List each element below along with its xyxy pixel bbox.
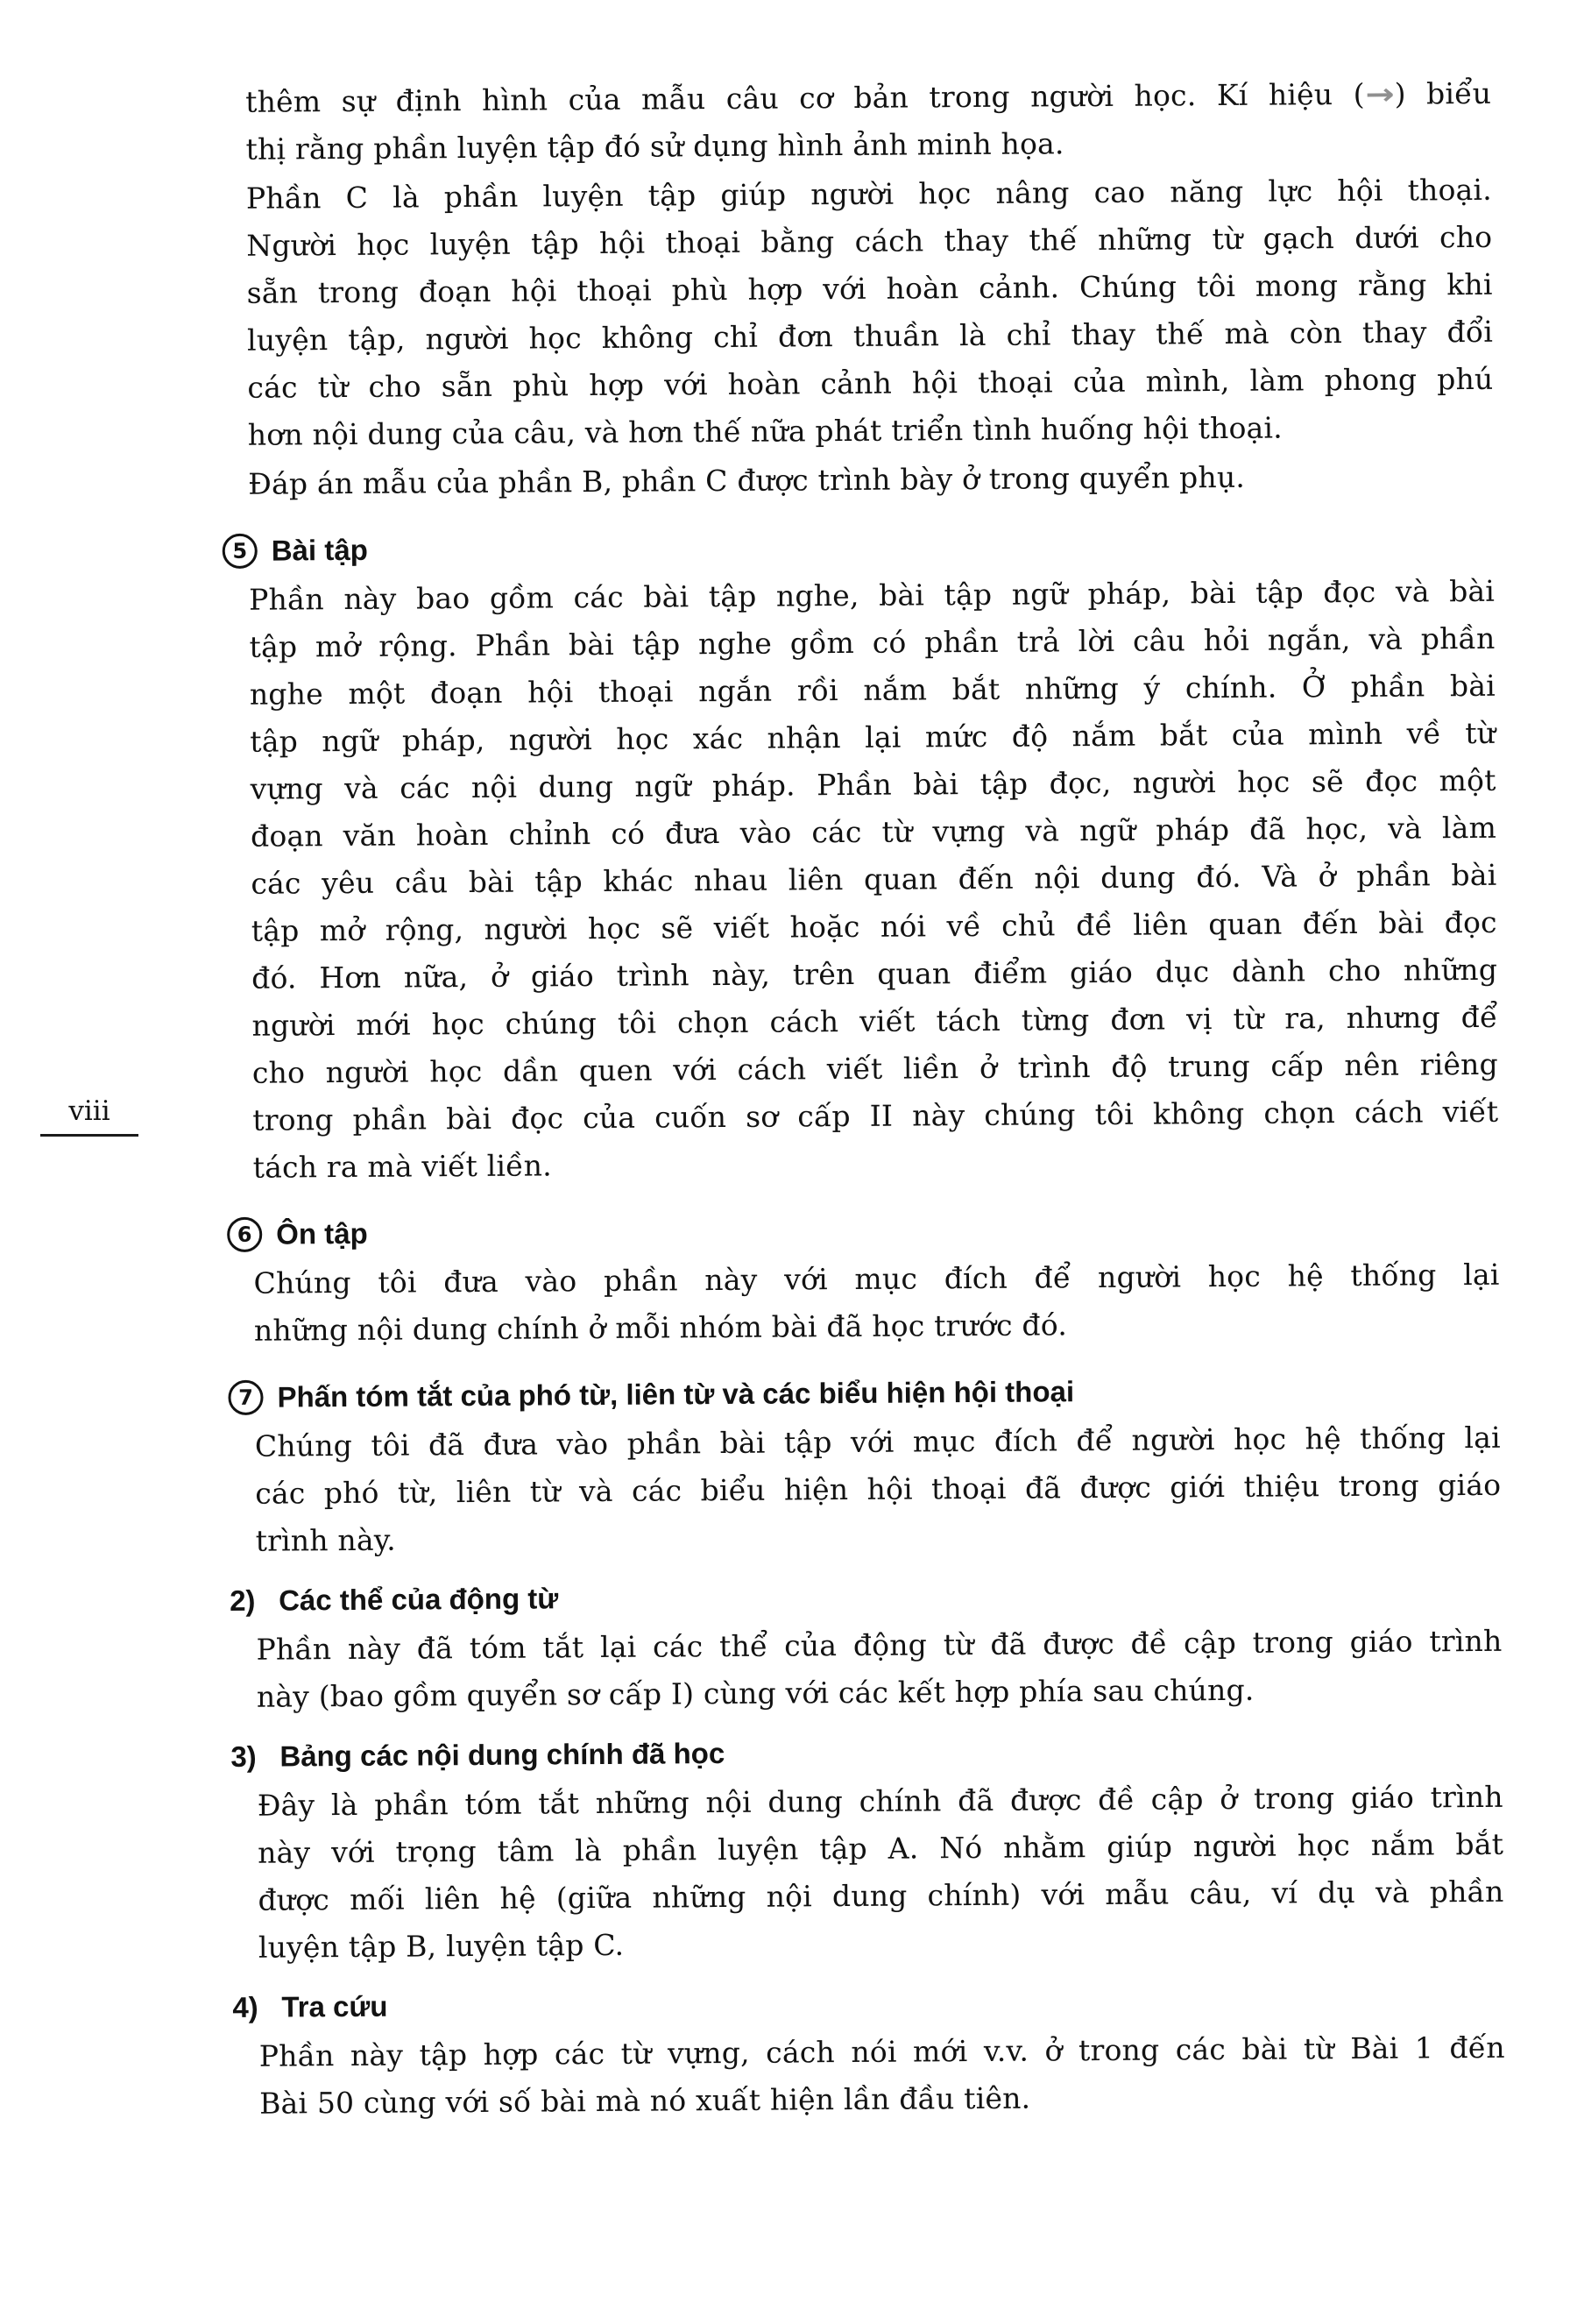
- section-heading: [230, 1725, 1503, 1781]
- circled-number-icon: 5: [223, 534, 258, 569]
- section-heading-label: Tra cứu: [281, 1989, 388, 2023]
- section-heading-label: Ôn tập: [276, 1216, 368, 1251]
- text-line: tách ra mà viết liền.: [252, 1148, 552, 1185]
- paragraph: [245, 70, 1492, 174]
- text-line: hơn nội dung của câu, và hơn thế nữa phát triển tình huống hội thoại.: [247, 410, 1284, 452]
- text-line: Chúng tôi đã đưa vào phần bài tập với mục đích để người học hệ thống lại: [254, 1420, 1501, 1463]
- text-line: Người học luyện tập hội thoại bằng cách thay thế những từ gạch dưới cho: [246, 219, 1493, 263]
- text-line: Chúng tôi đưa vào phần này với mục đích để người học hệ thống lại: [253, 1257, 1500, 1300]
- paragraph: [259, 2024, 1506, 2128]
- text-line: [245, 70, 1491, 126]
- section-heading-label: Phấn tóm tắt của phó từ, liên từ và các biểu hiện hội thoại: [277, 1375, 1075, 1414]
- paragraph: [249, 568, 1499, 1192]
- text-line: này (bao gồm quyển sơ cấp I) cùng với các kết hợp phía sau chúng.: [256, 1672, 1255, 1714]
- section-heading-label: Bài tập: [271, 533, 368, 567]
- text-line: người mới học chúng tôi chọn cách viết tách từng đơn vị từ ra, nhưng để: [251, 999, 1498, 1043]
- text-line: Đáp án mẫu của phần B, phần C được trình bày ở trong quyển phụ.: [248, 459, 1246, 501]
- item-number: 4): [232, 1990, 258, 2023]
- item-number: 2): [229, 1584, 256, 1617]
- text-line: Phần này tập hợp các từ vựng, cách nói mới v.v. ở trong các bài từ Bài 1 đến: [258, 2030, 1505, 2073]
- text-line: các từ cho sẵn phù hợp với hoàn cảnh hội thoại của mình, làm phong phú: [247, 361, 1494, 405]
- text-line: đó. Hơn nữa, ở giáo trình này, trên quan điểm giáo dục dành cho những: [251, 952, 1498, 995]
- text-segment: ) biểu: [1394, 75, 1492, 111]
- section-heading: [228, 1365, 1500, 1421]
- text-line: nghe một đoạn hội thoại ngắn rồi nắm bắt những ý chính. Ở phần bài: [249, 668, 1496, 712]
- section-heading: [230, 1569, 1502, 1625]
- arrow-right-icon: →: [1364, 76, 1395, 111]
- text-line: các phó từ, liên từ và các biểu hiện hội thoại đã được giới thiệu trong giáo: [255, 1467, 1502, 1511]
- text-line: tập ngữ pháp, người học xác nhận lại mức độ nắm bắt của mình về từ: [250, 715, 1496, 759]
- text-line: luyện tập B, luyện tập C.: [258, 1927, 625, 1965]
- text-line: Đây là phần tóm tắt những nội dung chính đã được đề cập ở trong giáo trình: [257, 1779, 1503, 1823]
- page-number: viii: [40, 1095, 138, 1137]
- paragraph: [258, 1774, 1504, 1972]
- section-heading: [232, 1975, 1504, 2031]
- circled-number-icon: 6: [227, 1217, 262, 1252]
- text-line: cho người học dần quen với cách viết liền ở trình độ trung cấp nên riêng: [251, 1046, 1499, 1090]
- paragraph: [255, 1414, 1502, 1565]
- paragraph: [248, 452, 1494, 508]
- text-segment: thêm sự định hình của mẫu câu cơ bản trong người học. Kí hiệu (: [245, 76, 1365, 119]
- text-line: vựng và các nội dung ngữ pháp. Phần bài tập đọc, người học sẽ đọc một: [250, 762, 1496, 806]
- content-blocks: [219, 70, 1505, 2129]
- paragraph: [256, 1618, 1503, 1721]
- section-heading-label: Các thể của động từ: [278, 1582, 559, 1617]
- text-line: Phần này bao gồm các bài tập nghe, bài tập ngữ pháp, bài tập đọc và bài: [249, 573, 1496, 617]
- text-line: luyện tập, người học không chỉ đơn thuần là chỉ thay thế mà còn thay đổi: [246, 314, 1494, 358]
- text-line: này với trọng tâm là phần luyện tập A. Nó nhằm giúp người học nắm bắt: [257, 1826, 1504, 1870]
- text-line: trình này.: [255, 1522, 397, 1558]
- section-heading: [227, 1202, 1499, 1258]
- text-line: tập mở rộng, người học sẽ viết hoặc nói về chủ đề liên quan đến bài đọc: [251, 904, 1497, 948]
- item-number: 3): [230, 1739, 257, 1773]
- paragraph: [246, 167, 1494, 459]
- text-line: đoạn văn hoàn chỉnh có đưa vào các từ vựng và ngữ pháp đã học, và làm: [250, 810, 1497, 854]
- section-heading-label: Bảng các nội dung chính đã học: [279, 1737, 725, 1773]
- text-line: trong phần bài đọc của cuốn sơ cấp II này chúng tôi không chọn cách viết: [252, 1094, 1499, 1137]
- section-heading: [223, 519, 1495, 575]
- text-line: Bài 50 cùng với số bài mà nó xuất hiện lần đầu tiên.: [258, 2080, 1031, 2121]
- paragraph: [253, 1251, 1500, 1355]
- text-line: những nội dung chính ở mỗi nhóm bài đã học trước đó.: [253, 1307, 1068, 1348]
- text-line: các yêu cầu bài tập khác nhau liên quan đến nội dung đó. Và ở phần bài: [251, 857, 1497, 901]
- text-line: được mối liên hệ (giữa những nội dung chính) với mẫu câu, ví dụ và phần: [258, 1874, 1504, 1917]
- text-line: tập mở rộng. Phần bài tập nghe gồm có phần trả lời câu hỏi ngắn, và phần: [249, 620, 1496, 664]
- text-line: thị rằng phần luyện tập đó sử dụng hình ảnh minh họa.: [245, 126, 1064, 167]
- text-line: Phần C là phần luyện tập giúp người học nâng cao năng lực hội thoại.: [245, 172, 1493, 216]
- text-line: sẵn trong đoạn hội thoại phù hợp với hoàn cảnh. Chúng tôi mong rằng khi: [246, 266, 1493, 310]
- circled-number-icon: 7: [228, 1380, 263, 1415]
- text-line: Phần này đã tóm tắt lại các thể của động từ đã được đề cập trong giáo trình: [256, 1623, 1503, 1667]
